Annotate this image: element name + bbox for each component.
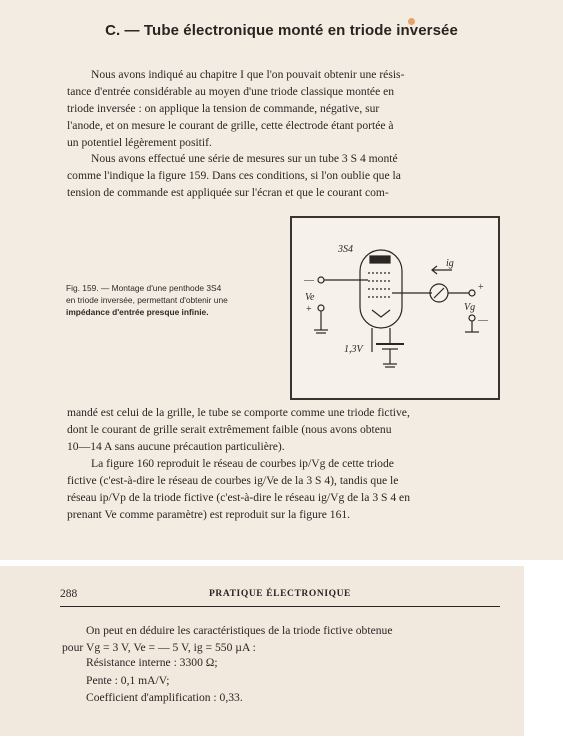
- paragraph-curves: [67, 455, 501, 523]
- tube-label: 3S4: [338, 244, 353, 255]
- text-line: 10—14 A sans aucune précaution particulière).: [67, 440, 285, 453]
- running-head-title: PRATIQUE ÉLECTRONIQUE: [208, 589, 351, 599]
- paragraph-measurements: [67, 150, 501, 201]
- filament-voltage-label: 1,3V: [344, 344, 363, 355]
- input-terminal-bottom: [318, 305, 324, 311]
- minus-right-label: —: [478, 315, 488, 326]
- output-terminal-bottom: [469, 315, 475, 321]
- text-line: tance d'entrée considérable au moyen d'une triode classique montée en: [67, 85, 395, 98]
- section-title: C. — Tube électronique monté en triode inversée: [105, 22, 458, 39]
- circuit-figure: [290, 216, 500, 400]
- spec-resistance: Résistance interne : 3300 Ω;: [86, 656, 218, 669]
- text-line: un potentiel légèrement positif.: [67, 136, 212, 149]
- text-line: fictive (c'est-à-dire le réseau de courbes ig/Ve de la 3 S 4), tandis que le: [67, 474, 399, 487]
- text-line: Nous avons indiqué au chapitre I que l'on pouvait obtenir une résis-: [91, 68, 405, 81]
- ig-label: ig: [446, 258, 454, 269]
- text-line: comme l'indique la figure 159. Dans ces conditions, si l'on oublie que la: [67, 169, 401, 182]
- input-terminal-top: [318, 277, 324, 283]
- minus-label: —: [304, 275, 314, 286]
- text-line: Nous avons effectué une série de mesures sur un tube 3 S 4 monté: [91, 152, 398, 165]
- text-line: réseau ip/Vp de la triode fictive (c'est-à-dire le réseau ig/Vg de la 3 S 4 en: [67, 491, 411, 504]
- text-line: triode inversée : on applique la tension de commande, négative, sur: [67, 102, 380, 115]
- tube-filament: [372, 310, 390, 317]
- text-line: prenant Ve comme paramètre) est reproduit sur la figure 161.: [67, 508, 351, 521]
- spec-slope: Pente : 0,1 mA/V;: [86, 673, 170, 687]
- text-line: l'anode, et on mesure le courant de grille, cette électrode étant portée à: [67, 119, 394, 132]
- spec-amplification: Coefficient d'amplification : 0,33.: [86, 691, 243, 704]
- text-line: pour Vg = 3 V, Ve = — 5 V, ig = 550 µA :: [62, 641, 256, 654]
- text-line: La figure 160 reproduit le réseau de courbes ip/Vg de cette triode: [91, 457, 394, 470]
- text-line: tension de commande est appliquée sur l'écran et que le courant com-: [67, 186, 389, 199]
- output-terminal-top: [469, 290, 475, 296]
- running-head: [60, 588, 500, 607]
- plus-right-label: +: [478, 282, 484, 293]
- paragraph-conclusion: [62, 622, 498, 656]
- figure-caption: [66, 282, 276, 318]
- caption-line: impédance d'entrée presque infinie.: [66, 307, 209, 317]
- characteristics-list: [86, 654, 243, 707]
- vg-label: Vg: [464, 302, 476, 313]
- text-line: On peut en déduire les caractéristiques de la triode fictive obtenue: [86, 624, 393, 637]
- caption-line: Fig. 159. — Montage d'une penthode 3S4: [66, 283, 222, 293]
- paragraph-inverted-triode: [67, 66, 501, 151]
- tube-anode: [370, 256, 390, 263]
- page-number: 288: [60, 588, 78, 600]
- paragraph-fictive-triode: [67, 404, 501, 455]
- text-line: dont le courant de grille serait extrêmement faible (nous avons obtenu: [67, 423, 392, 436]
- caption-line: en triode inversée, permettant d'obtenir une: [66, 295, 228, 305]
- text-line: mandé est celui de la grille, le tube se comporte comme une triode fictive,: [67, 406, 410, 419]
- ve-label: Ve: [305, 292, 315, 303]
- plus-label: +: [306, 304, 312, 315]
- circuit-schematic: [292, 218, 498, 398]
